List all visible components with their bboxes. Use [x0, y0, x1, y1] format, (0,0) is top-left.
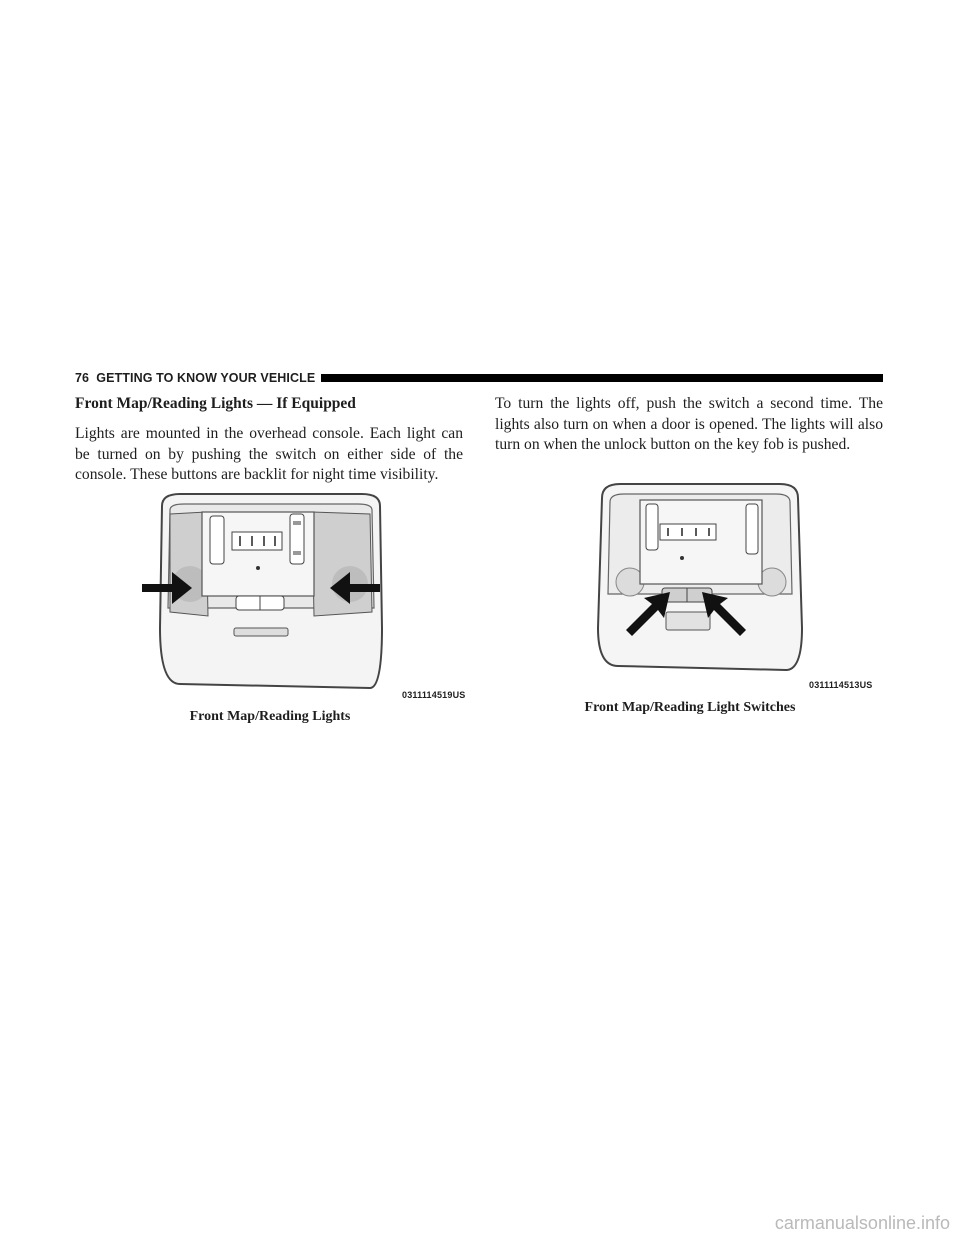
left-paragraph: Lights are mounted in the overhead console. Each light can be turned on by pushing the switch on either side of the console. These buttons are backlit for night time visibility.: [75, 425, 463, 483]
page-number: 76: [75, 371, 90, 385]
figure-front-map-switches: [590, 478, 820, 678]
section-title: GETTING TO KNOW YOUR VEHICLE: [96, 371, 316, 385]
console-illustration: [140, 488, 480, 698]
figure-2-code: 0311114513US: [809, 680, 873, 690]
watermark: carmanualsonline.info: [774, 1213, 950, 1233]
section-heading: Front Map/Reading Lights — If Equipped: [75, 395, 356, 412]
page-header: [75, 370, 883, 386]
page-header-text: [75, 371, 315, 385]
figure-1-code: 0311114519US: [402, 690, 466, 700]
right-paragraph: To turn the lights off, push the switch a second time. The lights also turn on when a door is opened. The lights will also turn on when the unlock button on the key fob is pushed.: [495, 395, 883, 453]
figure-1-caption: Front Map/Reading Lights: [189, 709, 351, 724]
figure-2-caption: Front Map/Reading Light Switches: [584, 700, 796, 715]
right-column: [495, 394, 883, 456]
switch-illustration: [590, 478, 820, 678]
left-column: [75, 394, 463, 486]
header-rule: [321, 374, 883, 382]
figure-front-map-lights: [140, 488, 480, 698]
